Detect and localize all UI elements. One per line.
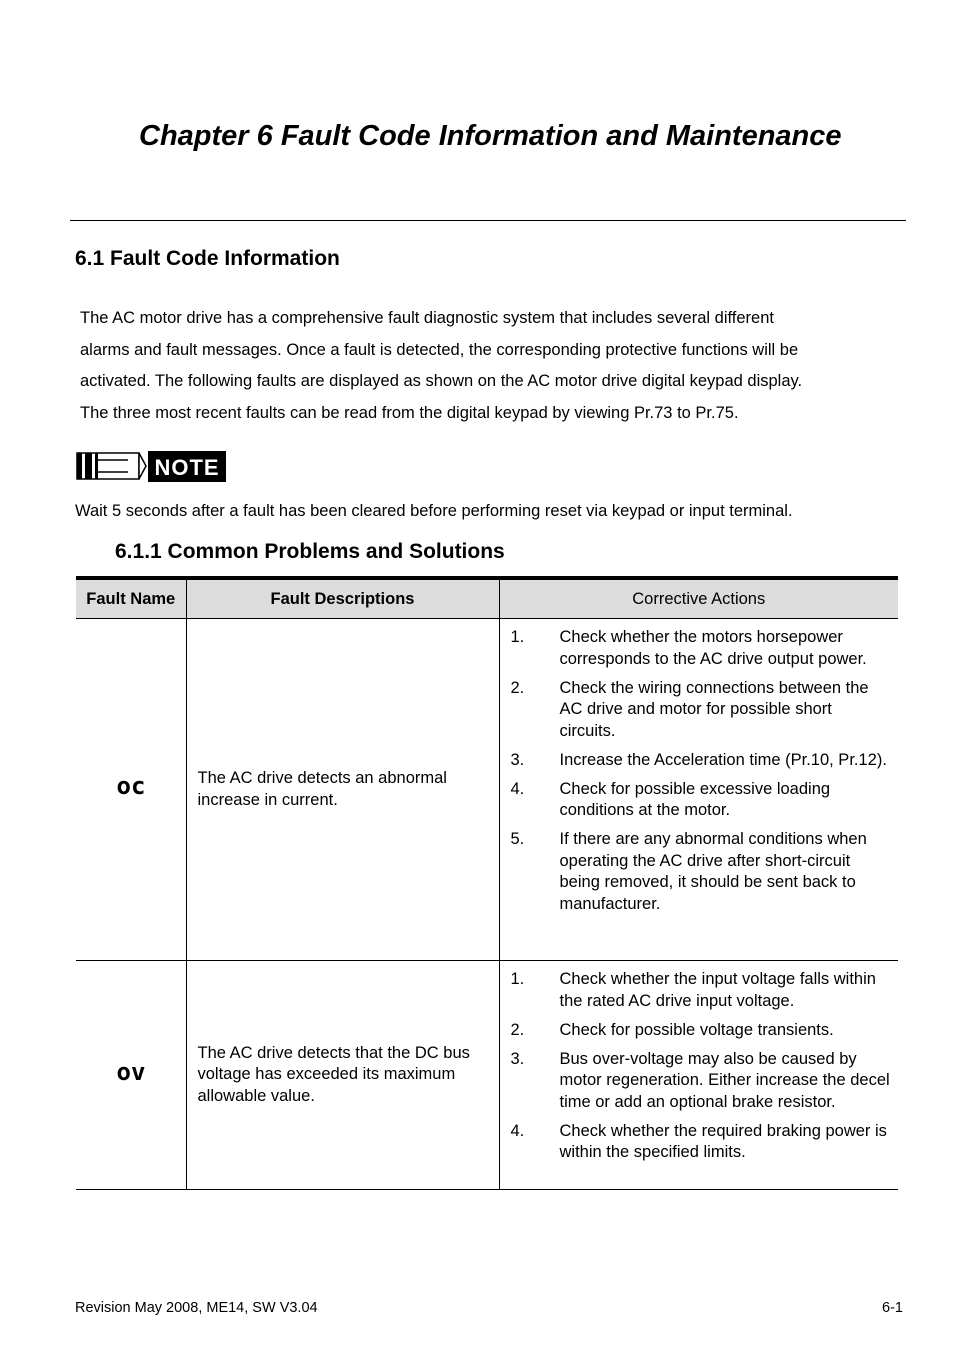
- header-fault-name: Fault Name: [76, 578, 186, 619]
- fault-description: The AC drive detects an abnormal increase in current.: [186, 619, 499, 961]
- chapter-title: Chapter 6 Fault Code Information and Maintenance: [139, 120, 842, 152]
- fault-code: oc: [116, 777, 146, 797]
- list-item: 3. Increase the Acceleration time (Pr.10, Pr.12).: [510, 750, 887, 769]
- intro-line: alarms and fault messages. Once a fault is detected, the corresponding protective functions will be: [80, 340, 799, 359]
- fault-code-cell: [76, 619, 186, 961]
- header-fault-descriptions: Fault Descriptions: [186, 578, 499, 619]
- intro-paragraph: [80, 303, 910, 429]
- section-title: 6.1 Fault Code Information: [75, 247, 340, 270]
- list-item: 4. Check whether the required braking power is within the specified limits.: [510, 1121, 887, 1161]
- fault-code: ov: [116, 1062, 146, 1083]
- list-item: 2. Check for possible voltage transients.: [510, 1020, 834, 1039]
- note-label: NOTE: [154, 455, 220, 480]
- fault-table: [76, 576, 898, 1190]
- fault-code-oc-display: [108, 777, 154, 797]
- table-row: [76, 961, 898, 1190]
- title-divider: [70, 220, 906, 221]
- header-corrective-actions: Corrective Actions: [499, 578, 898, 619]
- intro-line: activated. The following faults are displayed as shown on the AC motor drive digital keypad display.: [80, 372, 803, 390]
- footer-revision: Revision May 2008, ME14, SW V3.04: [75, 1300, 318, 1316]
- pencil-icon: [77, 453, 146, 479]
- intro-line: The three most recent faults can be read from the digital keypad by viewing Pr.73 to Pr.75.: [80, 403, 739, 422]
- list-item: 1. Check whether the motors horsepower corresponds to the AC drive output power.: [510, 628, 867, 668]
- fault-code-ov-display: [108, 1063, 154, 1083]
- list-item: 2. Check the wiring connections between the AC drive and motor for possible short circuits.: [510, 678, 869, 740]
- table-row: [76, 619, 898, 961]
- fault-description: The AC drive detects that the DC bus voltage has exceeded its maximum allowable value.: [186, 961, 499, 1190]
- note-text: Wait 5 seconds after a fault has been cleared before performing reset via keypad or input terminal.: [75, 502, 793, 520]
- note-badge: [76, 449, 228, 484]
- fault-code-cell: [76, 961, 186, 1190]
- list-item: 1. Check whether the input voltage falls within the rated AC drive input voltage.: [510, 970, 876, 1010]
- table-header-row: [76, 578, 898, 619]
- corrective-actions-list: [500, 627, 891, 915]
- list-item: 4. Check for possible excessive loading conditions at the motor.: [510, 779, 831, 819]
- intro-line: The AC motor drive has a comprehensive fault diagnostic system that includes several different: [80, 309, 774, 327]
- list-item: 5. If there are any abnormal conditions when operating the AC drive after short-circuit being removed, it should be sent back to manufacturer.: [510, 830, 867, 913]
- subsection-title: 6.1.1 Common Problems and Solutions: [115, 540, 505, 563]
- corrective-actions-cell: [499, 961, 898, 1190]
- list-item: 3. Bus over-voltage may also be caused by motor regeneration. Either increase the decel time or add an optional brake resistor.: [510, 1049, 890, 1111]
- corrective-actions-list: [500, 969, 891, 1164]
- corrective-actions-cell: [499, 619, 898, 961]
- footer-page-number: 6-1: [882, 1300, 903, 1316]
